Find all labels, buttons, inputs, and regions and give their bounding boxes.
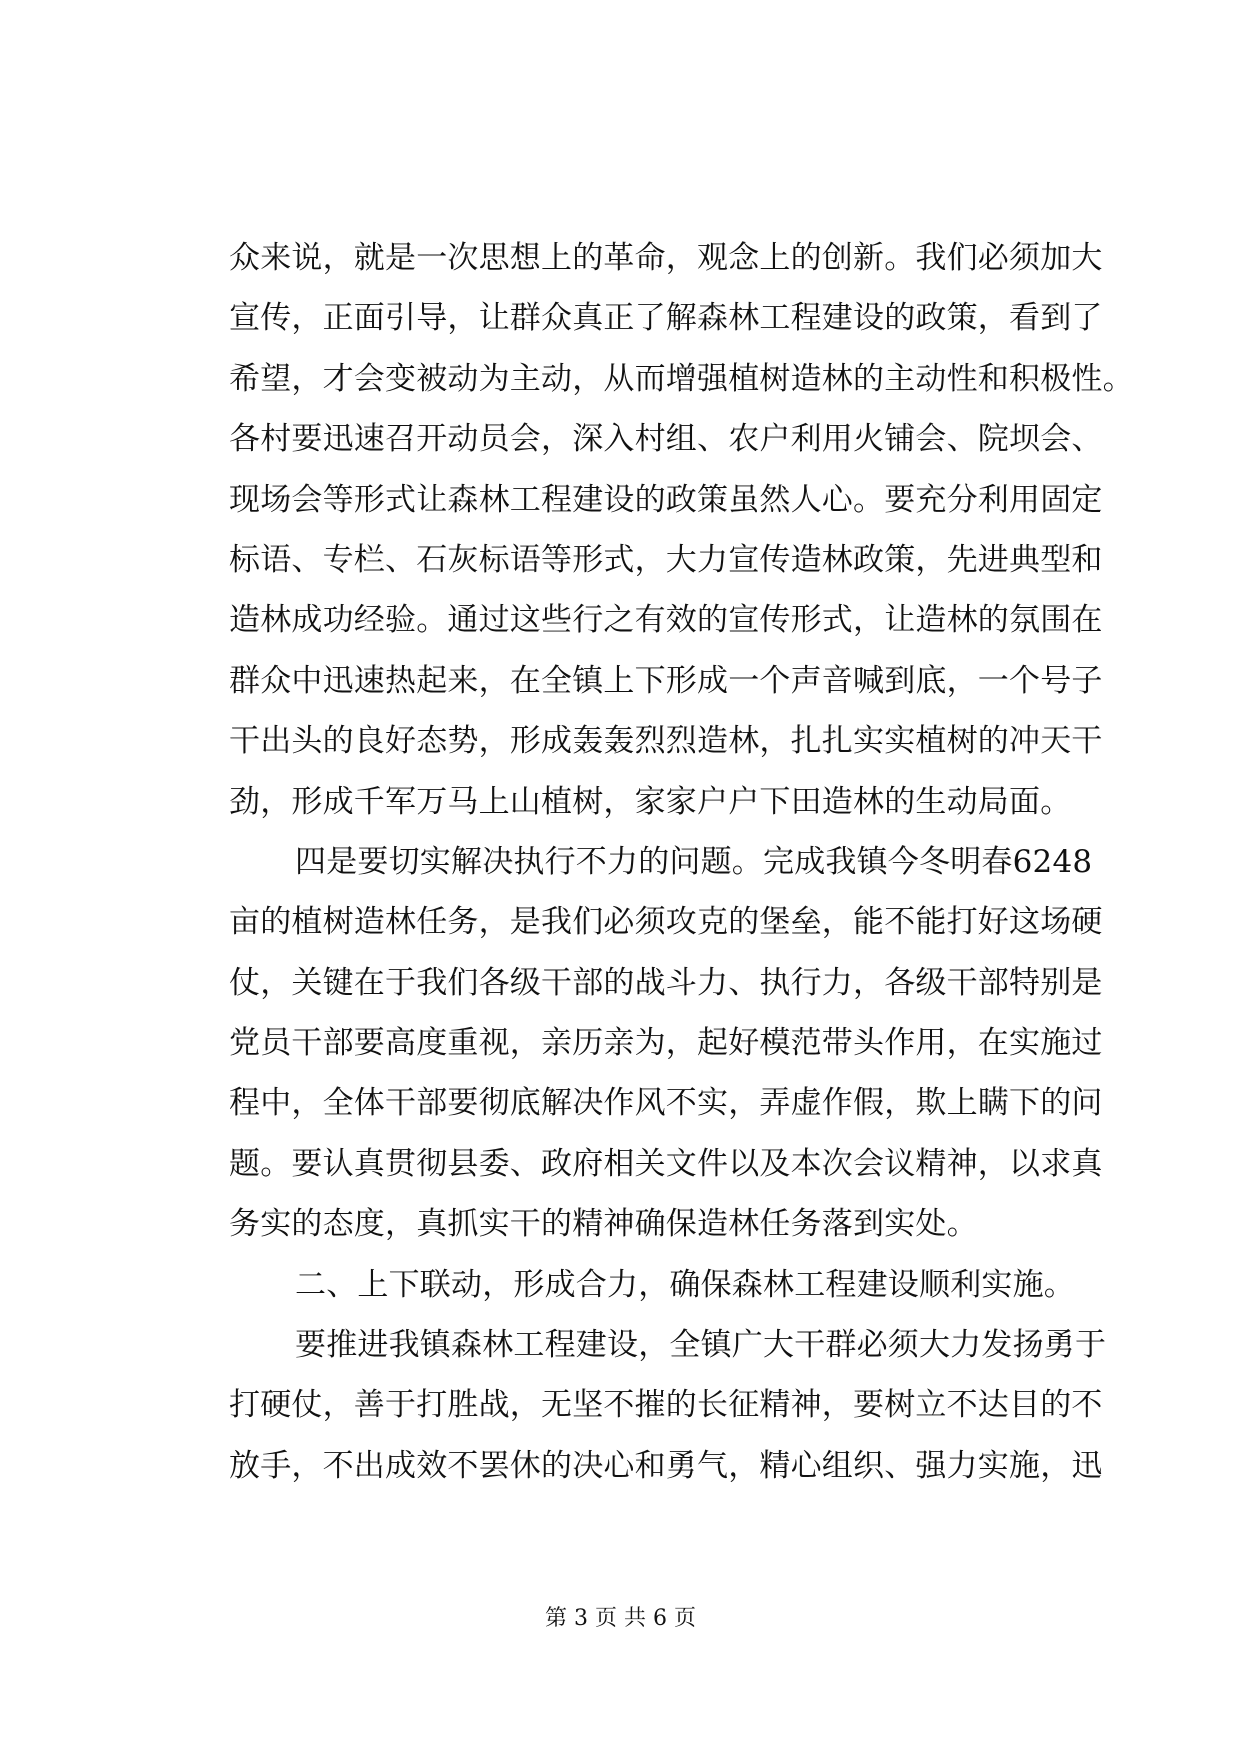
section-heading: 二、上下联动，形成合力，确保森林工程建设顺利实施。 <box>295 1266 1075 1303</box>
text-line: 四是要切实解决执行不力的问题。完成我镇今冬明春6248 <box>295 843 1093 880</box>
text-line: 题。要认真贯彻县委、政府相关文件以及本次会议精神，以求真 <box>229 1145 1103 1182</box>
text-line: 程中，全体干部要彻底解决作风不实，弄虚作假，欺上瞒下的问 <box>229 1085 1103 1122</box>
text-line: 要推进我镇森林工程建设，全镇广大干群必须大力发扬勇于 <box>295 1327 1107 1364</box>
text-line: 党员干部要高度重视，亲历亲为，起好模范带头作用，在实施过 <box>229 1025 1103 1062</box>
page-number-footer: 第 3 页 共 6 页 <box>545 1606 696 1631</box>
text-line: 劲，形成千军万马上山植树，家家户户下田造林的生动局面。 <box>229 783 1072 820</box>
text-line: 众来说，就是一次思想上的革命，观念上的创新。我们必须加大 <box>229 240 1103 276</box>
text-line: 现场会等形式让森林工程建设的政策虽然人心。要充分利用固定 <box>229 481 1103 518</box>
text-line: 务实的态度，真抓实干的精神确保造林任务落到实处。 <box>229 1206 978 1243</box>
text-line: 标语、专栏、石灰标语等形式，大力宣传造林政策，先进典型和 <box>229 541 1103 578</box>
text-line: 打硬仗，善于打胜战，无坚不摧的长征精神，要树立不达目的不 <box>229 1387 1103 1424</box>
text-line: 仗，关键在于我们各级干部的战斗力、执行力，各级干部特别是 <box>229 964 1103 1001</box>
text-line: 各村要迅速召开动员会，深入村组、农户利用火铺会、院坝会、 <box>229 421 1103 458</box>
text-line: 放手，不出成效不罢休的决心和勇气，精心组织、强力实施，迅 <box>229 1447 1103 1484</box>
text-line: 亩的植树造林任务，是我们必须攻克的堡垒，能不能打好这场硬 <box>229 904 1103 941</box>
text-line: 群众中迅速热起来，在全镇上下形成一个声音喊到底，一个号子 <box>229 662 1103 699</box>
text-line: 希望，才会变被动为主动，从而增强植树造林的主动性和积极性。 <box>229 360 1134 397</box>
body-text <box>229 228 1134 1496</box>
text-line: 干出头的良好态势，形成轰轰烈烈造林，扎扎实实植树的冲天干 <box>229 723 1103 760</box>
text-line: 宣传，正面引导，让群众真正了解森林工程建设的政策，看到了 <box>229 300 1103 337</box>
text-line: 造林成功经验。通过这些行之有效的宣传形式，让造林的氛围在 <box>229 602 1103 639</box>
